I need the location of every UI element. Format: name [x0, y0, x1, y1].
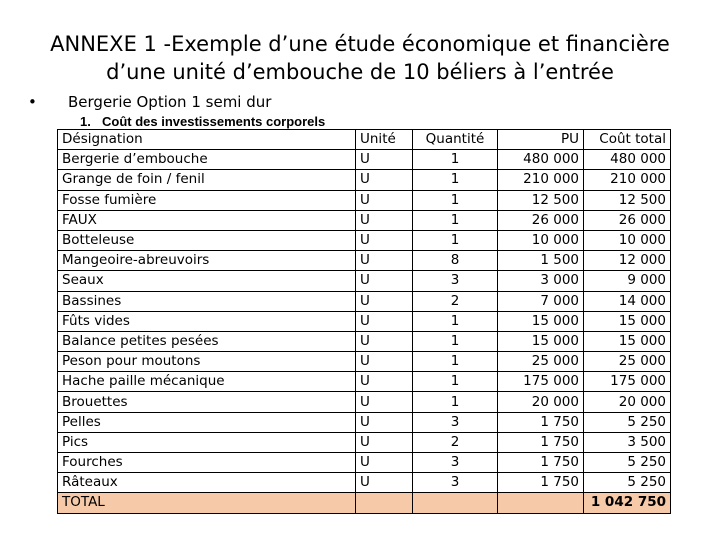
cell-unit: U — [356, 432, 413, 452]
header-unit: Unité — [356, 130, 413, 150]
table-row — [58, 352, 671, 372]
cell-designation: Hache paille mécanique — [58, 372, 356, 392]
header-total: Coût total — [584, 130, 671, 150]
table-row — [58, 170, 671, 190]
cell-unit-price: 25 000 — [498, 352, 584, 372]
cell-unit-price: 210 000 — [498, 170, 584, 190]
cell-total-cost: 14 000 — [584, 291, 671, 311]
table-row — [58, 412, 671, 432]
cell-quantity: 1 — [413, 150, 498, 170]
header-quantity: Quantité — [413, 130, 498, 150]
section-heading-text: Coût des investissements corporels — [102, 114, 326, 129]
table-total-row — [58, 493, 671, 513]
table-row — [58, 230, 671, 250]
cell-unit: U — [356, 473, 413, 493]
cell-quantity: 1 — [413, 392, 498, 412]
table-row — [58, 190, 671, 210]
cell-quantity: 1 — [413, 190, 498, 210]
cell-designation: Grange de foin / fenil — [58, 170, 356, 190]
cell-total-cost: 12 000 — [584, 251, 671, 271]
cell-designation: Fûts vides — [58, 311, 356, 331]
total-cell-designation: TOTAL — [58, 493, 356, 513]
cell-total-cost: 20 000 — [584, 392, 671, 412]
table-row — [58, 271, 671, 291]
cell-designation: Brouettes — [58, 392, 356, 412]
table-row — [58, 432, 671, 452]
cell-quantity: 3 — [413, 453, 498, 473]
cell-total-cost: 480 000 — [584, 150, 671, 170]
cell-designation: Fosse fumière — [58, 190, 356, 210]
cell-unit-price: 175 000 — [498, 372, 584, 392]
bullet-point — [28, 93, 271, 111]
cell-unit: U — [356, 251, 413, 271]
table-row — [58, 331, 671, 351]
cell-unit: U — [356, 230, 413, 250]
cell-unit-price: 15 000 — [498, 311, 584, 331]
cell-unit-price: 1 750 — [498, 412, 584, 432]
cell-total-cost: 26 000 — [584, 210, 671, 230]
cell-unit-price: 12 500 — [498, 190, 584, 210]
cell-designation: Pics — [58, 432, 356, 452]
cell-total-cost: 5 250 — [584, 453, 671, 473]
cell-total-cost: 12 500 — [584, 190, 671, 210]
cell-unit: U — [356, 311, 413, 331]
table-row — [58, 372, 671, 392]
section-number: 1. — [80, 114, 91, 129]
cell-unit: U — [356, 190, 413, 210]
cell-unit: U — [356, 412, 413, 432]
cell-total-cost: 5 250 — [584, 412, 671, 432]
bullet-dot: • — [28, 93, 37, 111]
slide-title: ANNEXE 1 -Exemple d’une étude économique et financière d’une unité d’embouche de 10 béliers à l’entrée — [50, 32, 670, 84]
cell-designation: Botteleuse — [58, 230, 356, 250]
cell-designation: Râteaux — [58, 473, 356, 493]
cell-designation: Bergerie d’embouche — [58, 150, 356, 170]
cell-unit: U — [356, 210, 413, 230]
table-row — [58, 210, 671, 230]
bullet-text: Bergerie Option 1 semi dur — [68, 93, 272, 111]
cell-unit-price: 3 000 — [498, 271, 584, 291]
cell-unit-price: 20 000 — [498, 392, 584, 412]
section-heading — [80, 114, 325, 129]
cell-unit: U — [356, 291, 413, 311]
cell-total-cost: 5 250 — [584, 473, 671, 493]
total-cell-total-cost: 1 042 750 — [584, 493, 671, 513]
cell-unit: U — [356, 150, 413, 170]
table-row — [58, 291, 671, 311]
cell-quantity: 3 — [413, 271, 498, 291]
total-cell-unit — [356, 493, 413, 513]
cell-designation: Seaux — [58, 271, 356, 291]
cell-quantity: 1 — [413, 230, 498, 250]
total-cell-quantity — [413, 493, 498, 513]
cell-total-cost: 9 000 — [584, 271, 671, 291]
cell-unit: U — [356, 331, 413, 351]
cell-quantity: 3 — [413, 412, 498, 432]
header-pu: PU — [498, 130, 584, 150]
cell-total-cost: 15 000 — [584, 311, 671, 331]
table-row — [58, 392, 671, 412]
cell-quantity: 2 — [413, 432, 498, 452]
cell-designation: Balance petites pesées — [58, 331, 356, 351]
cell-unit-price: 15 000 — [498, 331, 584, 351]
cell-unit: U — [356, 170, 413, 190]
cell-quantity: 1 — [413, 372, 498, 392]
cell-designation: Mangeoire-abreuvoirs — [58, 251, 356, 271]
cell-unit: U — [356, 392, 413, 412]
table-row — [58, 311, 671, 331]
cell-designation: Fourches — [58, 453, 356, 473]
cell-total-cost: 25 000 — [584, 352, 671, 372]
investment-table — [57, 129, 671, 514]
cell-quantity: 2 — [413, 291, 498, 311]
cell-quantity: 1 — [413, 210, 498, 230]
cell-total-cost: 10 000 — [584, 230, 671, 250]
cell-unit-price: 1 750 — [498, 473, 584, 493]
table-body — [58, 150, 671, 513]
cell-unit: U — [356, 352, 413, 372]
cell-unit: U — [356, 453, 413, 473]
cell-quantity: 1 — [413, 170, 498, 190]
cell-quantity: 3 — [413, 473, 498, 493]
table-row — [58, 251, 671, 271]
table-row — [58, 473, 671, 493]
cell-unit: U — [356, 372, 413, 392]
cell-unit-price: 1 750 — [498, 432, 584, 452]
cell-total-cost: 3 500 — [584, 432, 671, 452]
cell-total-cost: 210 000 — [584, 170, 671, 190]
cell-quantity: 1 — [413, 331, 498, 351]
table-row — [58, 453, 671, 473]
cell-unit-price: 26 000 — [498, 210, 584, 230]
cell-total-cost: 175 000 — [584, 372, 671, 392]
cell-unit-price: 7 000 — [498, 291, 584, 311]
cell-total-cost: 15 000 — [584, 331, 671, 351]
cell-unit-price: 1 500 — [498, 251, 584, 271]
table-row — [58, 150, 671, 170]
cell-designation: Pelles — [58, 412, 356, 432]
header-designation: Désignation — [58, 130, 356, 150]
cell-unit-price: 480 000 — [498, 150, 584, 170]
total-cell-unit-price — [498, 493, 584, 513]
cell-unit: U — [356, 271, 413, 291]
cell-designation: FAUX — [58, 210, 356, 230]
cell-designation: Bassines — [58, 291, 356, 311]
cell-quantity: 1 — [413, 311, 498, 331]
cell-quantity: 1 — [413, 352, 498, 372]
cell-unit-price: 1 750 — [498, 453, 584, 473]
cell-quantity: 8 — [413, 251, 498, 271]
cell-designation: Peson pour moutons — [58, 352, 356, 372]
cell-unit-price: 10 000 — [498, 230, 584, 250]
table-header-row — [58, 130, 671, 150]
